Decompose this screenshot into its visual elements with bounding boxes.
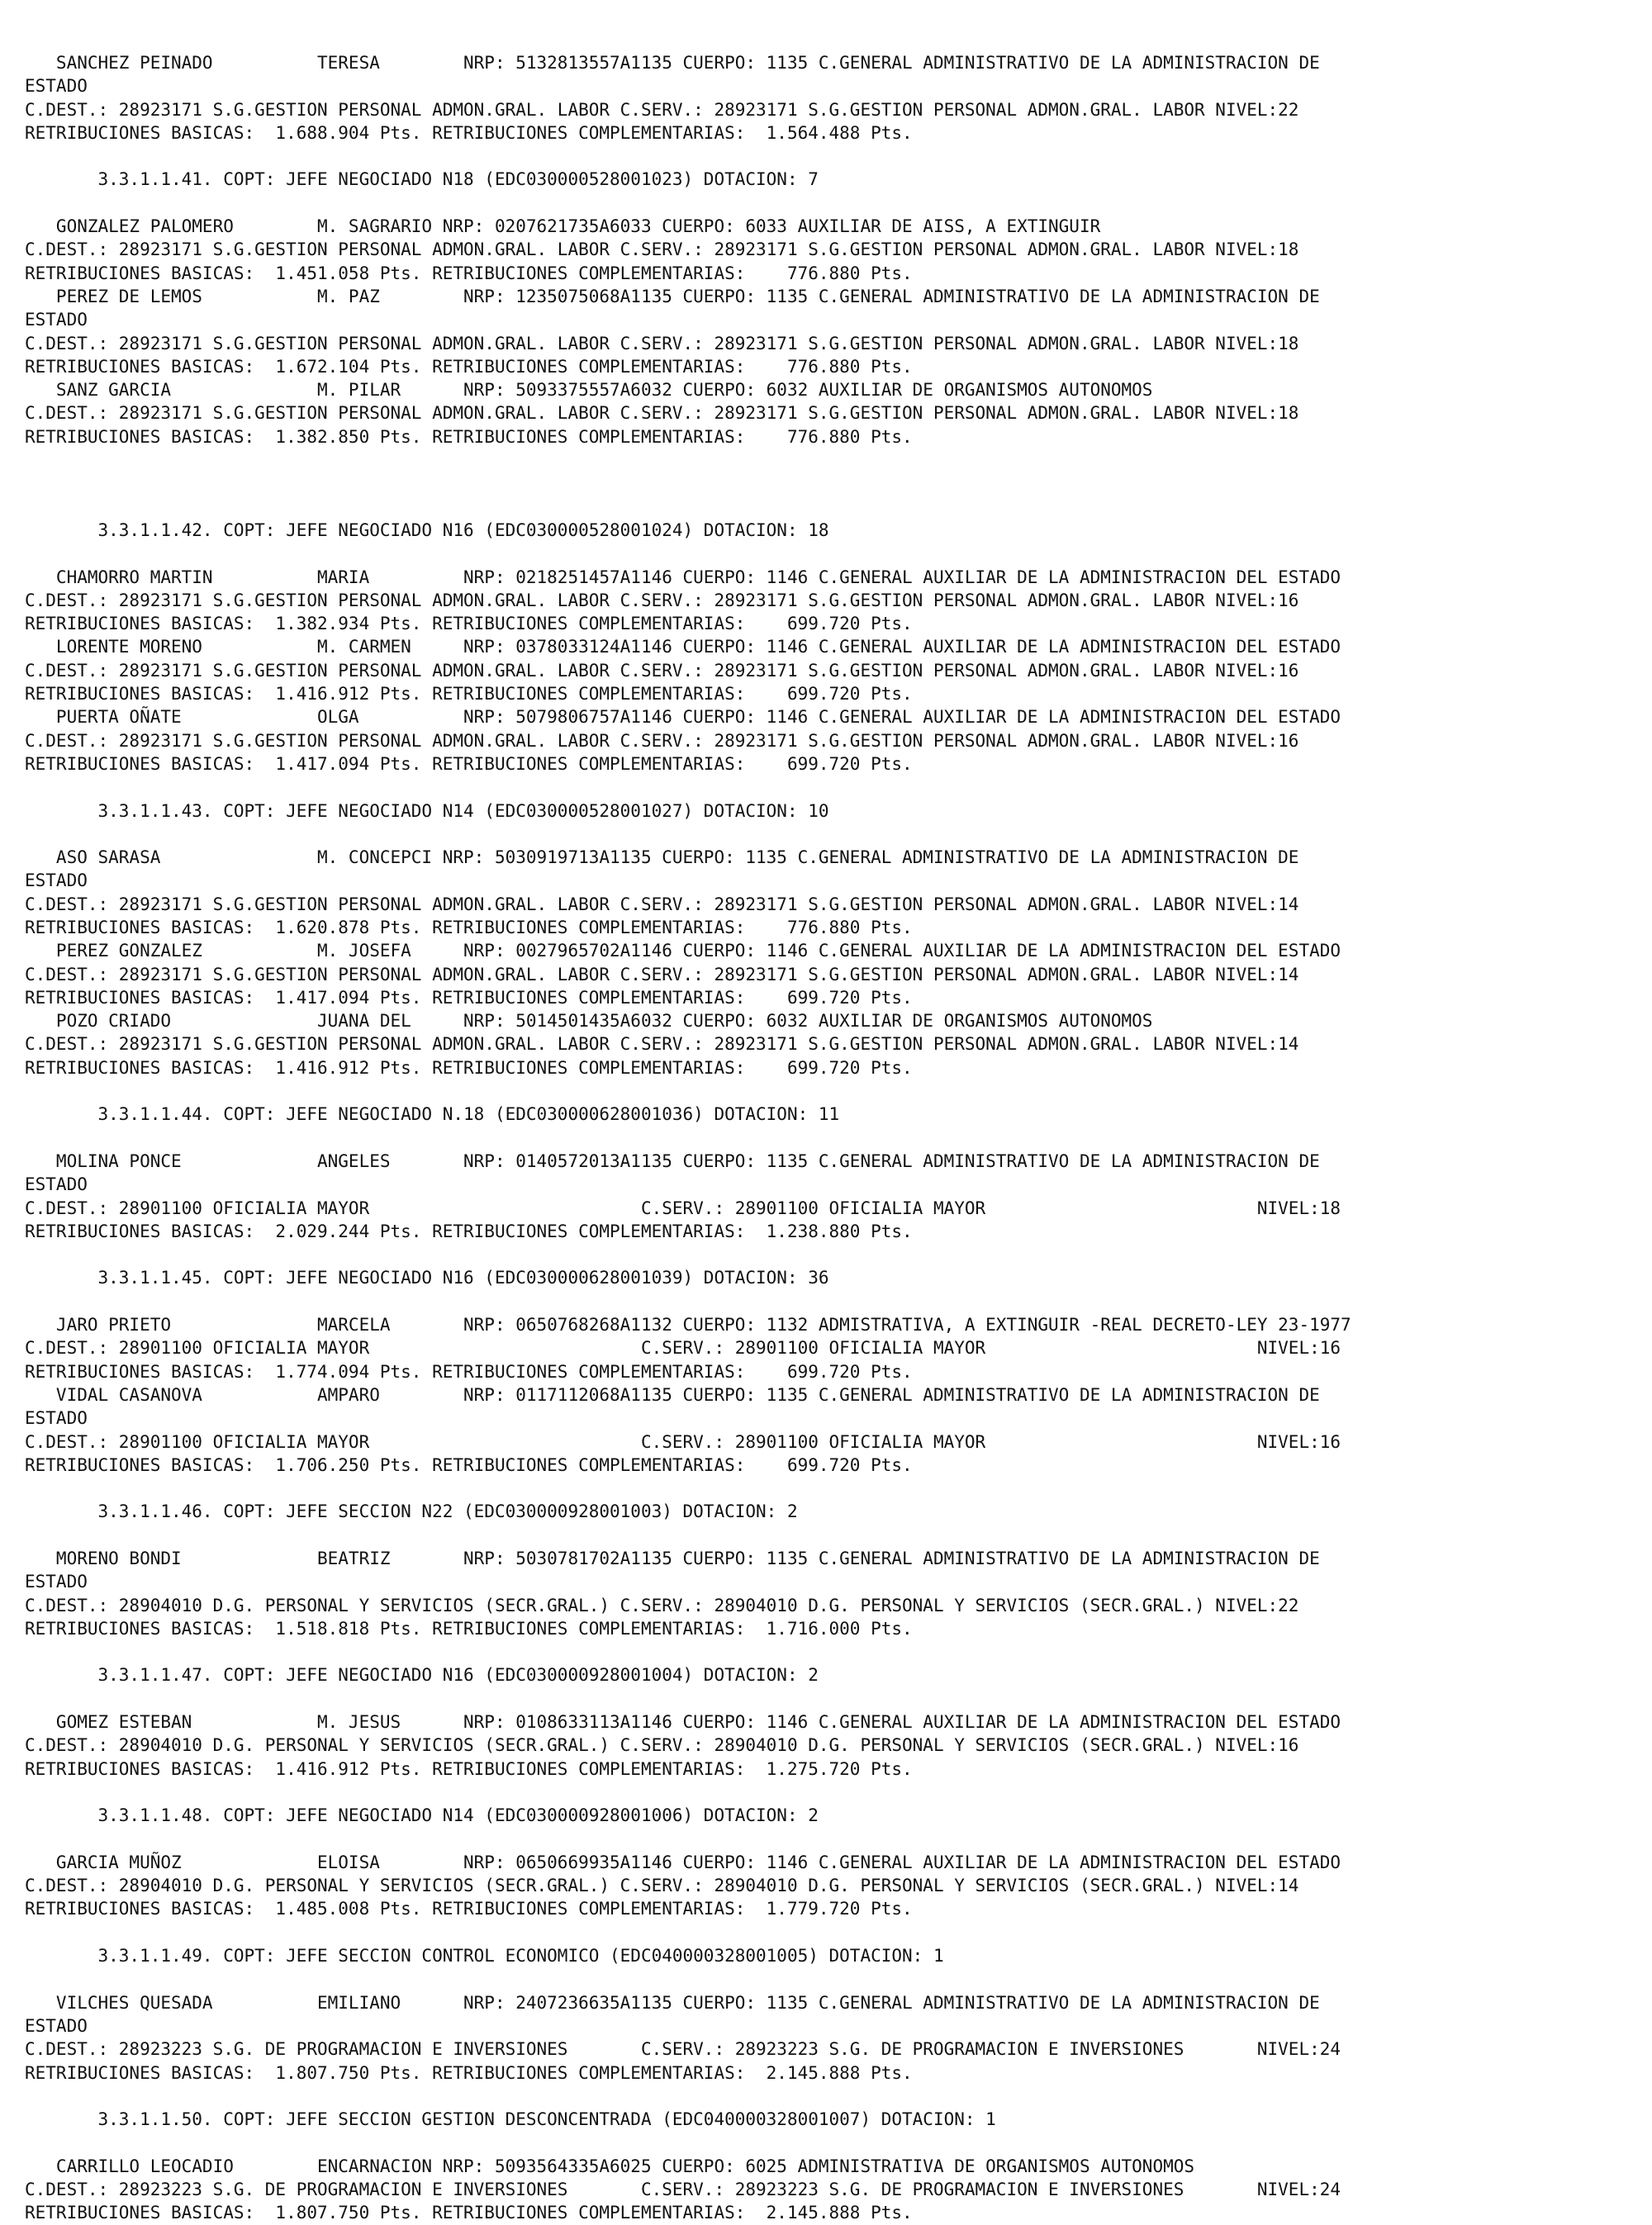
record-line: PEREZ GONZALEZ M. JOSEFA NRP: 0027965702A1146 CUERPO: 1146 C.GENERAL AUXILIAR DE LA ADMINISTRACION DEL ESTADO — [25, 941, 1341, 961]
record-line: RETRIBUCIONES BASICAS: 1.416.912 Pts. RETRIBUCIONES COMPLEMENTARIAS: 699.720 Pts. — [25, 684, 913, 705]
record-line: JARO PRIETO MARCELA NRP: 0650768268A1132 CUERPO: 1132 ADMISTRATIVA, A EXTINGUIR -REAL DECRETO-LEY 23-1977 — [25, 1315, 1351, 1335]
blank-line — [25, 2131, 1644, 2154]
blank-line — [25, 496, 1644, 519]
section-heading: 3.3.1.1.41. COPT: JEFE NEGOCIADO N18 (EDC030000528001023) DOTACION: 7 — [25, 169, 819, 190]
record-line: SANZ GARCIA M. PILAR NRP: 5093375557A6032 CUERPO: 6032 AUXILIAR DE ORGANISMOS AUTONOMOS — [25, 380, 1153, 401]
record-line: C.DEST.: 28923171 S.G.GESTION PERSONAL ADMON.GRAL. LABOR C.SERV.: 28923171 S.G.GESTION PERSONAL ADMON.GRAL. LABOR NIVEL:14 — [25, 964, 1299, 984]
record-line: RETRIBUCIONES BASICAS: 1.416.912 Pts. RETRIBUCIONES COMPLEMENTARIAS: 1.275.720 Pts. — [25, 1758, 913, 1779]
blank-line — [25, 472, 1644, 495]
blank-line — [25, 145, 1644, 168]
record-line: RETRIBUCIONES BASICAS: 1.807.750 Pts. RETRIBUCIONES COMPLEMENTARIAS: 2.145.888 Pts. — [25, 2203, 913, 2223]
blank-line — [25, 1640, 1644, 1663]
section-heading: 3.3.1.1.42. COPT: JEFE NEGOCIADO N16 (EDC030000528001024) DOTACION: 18 — [25, 519, 829, 540]
blank-line — [25, 1524, 1644, 1547]
record-line: RETRIBUCIONES BASICAS: 1.382.850 Pts. RETRIBUCIONES COMPLEMENTARIAS: 776.880 Pts. — [25, 426, 913, 447]
record-line: C.DEST.: 28901100 OFICIALIA MAYOR C.SERV.: 28901100 OFICIALIA MAYOR NIVEL:18 — [25, 1198, 1341, 1218]
record-line: RETRIBUCIONES BASICAS: 1.774.094 Pts. RETRIBUCIONES COMPLEMENTARIAS: 699.720 Pts. — [25, 1361, 913, 1382]
blank-line — [25, 1290, 1644, 1313]
blank-line — [25, 1781, 1644, 1804]
record-line: C.DEST.: 28923171 S.G.GESTION PERSONAL ADMON.GRAL. LABOR C.SERV.: 28923171 S.G.GESTION PERSONAL ADMON.GRAL. LABOR NIVEL:18 — [25, 403, 1299, 424]
record-line: RETRIBUCIONES BASICAS: 1.688.904 Pts. RETRIBUCIONES COMPLEMENTARIAS: 1.564.488 Pts. — [25, 122, 913, 143]
record-line: VILCHES QUESADA EMILIANO NRP: 2407236635A1135 CUERPO: 1135 C.GENERAL ADMINISTRATIVO DE LA ADMINISTRACION DE — [25, 1992, 1320, 2013]
record-line: CARRILLO LEOCADIO ENCARNACION NRP: 5093564335A6025 CUERPO: 6025 ADMINISTRATIVA DE ORGANISMOS AUTONOMOS — [25, 2156, 1195, 2176]
blank-line — [25, 2085, 1644, 2108]
blank-line — [25, 1243, 1644, 1266]
blank-line — [25, 823, 1644, 846]
record-line: GOMEZ ESTEBAN M. JESUS NRP: 0108633113A1146 CUERPO: 1146 C.GENERAL AUXILIAR DE LA ADMINISTRACION DEL ESTADO — [25, 1712, 1341, 1733]
record-line: ESTADO — [25, 2015, 88, 2036]
record-line: C.DEST.: 28923171 S.G.GESTION PERSONAL ADMON.GRAL. LABOR C.SERV.: 28923171 S.G.GESTION PERSONAL ADMON.GRAL. LABOR NIVEL:22 — [25, 99, 1299, 120]
section-heading: 3.3.1.1.49. COPT: JEFE SECCION CONTROL ECONOMICO (EDC040000328001005) DOTACION: 1 — [25, 1946, 944, 1966]
record-line: RETRIBUCIONES BASICAS: 1.807.750 Pts. RETRIBUCIONES COMPLEMENTARIAS: 2.145.888 Pts. — [25, 2062, 913, 2083]
record-line: ESTADO — [25, 871, 88, 891]
record-line: ASO SARASA M. CONCEPCI NRP: 5030919713A1135 CUERPO: 1135 C.GENERAL ADMINISTRATIVO DE LA ADMINISTRACION DE — [25, 847, 1299, 868]
blank-line — [25, 1687, 1644, 1710]
document-body — [25, 51, 1644, 2225]
record-line: ESTADO — [25, 76, 88, 97]
section-heading: 3.3.1.1.45. COPT: JEFE NEGOCIADO N16 (EDC030000628001039) DOTACION: 36 — [25, 1268, 829, 1288]
record-line: LORENTE MORENO M. CARMEN NRP: 0378033124A1146 CUERPO: 1146 C.GENERAL AUXILIAR DE LA ADMINISTRACION DEL ESTADO — [25, 637, 1341, 657]
blank-line — [25, 1967, 1644, 1990]
blank-line — [25, 1477, 1644, 1500]
record-line: RETRIBUCIONES BASICAS: 1.620.878 Pts. RETRIBUCIONES COMPLEMENTARIAS: 776.880 Pts. — [25, 917, 913, 937]
record-line: C.DEST.: 28923171 S.G.GESTION PERSONAL ADMON.GRAL. LABOR C.SERV.: 28923171 S.G.GESTION PERSONAL ADMON.GRAL. LABOR NIVEL:14 — [25, 1034, 1299, 1055]
blank-line — [25, 448, 1644, 472]
record-line: C.DEST.: 28901100 OFICIALIA MAYOR C.SERV.: 28901100 OFICIALIA MAYOR NIVEL:16 — [25, 1338, 1341, 1359]
record-line: VIDAL CASANOVA AMPARO NRP: 0117112068A1135 CUERPO: 1135 C.GENERAL ADMINISTRATIVO DE LA ADMINISTRACION DE — [25, 1384, 1320, 1405]
record-line: RETRIBUCIONES BASICAS: 2.029.244 Pts. RETRIBUCIONES COMPLEMENTARIAS: 1.238.880 Pts. — [25, 1221, 913, 1241]
blank-line — [25, 1127, 1644, 1150]
record-line: GARCIA MUÑOZ ELOISA NRP: 0650669935A1146 CUERPO: 1146 C.GENERAL AUXILIAR DE LA ADMINISTRACION DEL ESTADO — [25, 1852, 1341, 1872]
record-line: RETRIBUCIONES BASICAS: 1.382.934 Pts. RETRIBUCIONES COMPLEMENTARIAS: 699.720 Pts. — [25, 614, 913, 634]
record-line: PUERTA OÑATE OLGA NRP: 5079806757A1146 CUERPO: 1146 C.GENERAL AUXILIAR DE LA ADMINISTRACION DEL ESTADO — [25, 707, 1341, 728]
record-line: ESTADO — [25, 1174, 88, 1195]
record-line: PEREZ DE LEMOS M. PAZ NRP: 1235075068A1135 CUERPO: 1135 C.GENERAL ADMINISTRATIVO DE LA ADMINISTRACION DE — [25, 286, 1320, 306]
record-line: C.DEST.: 28923171 S.G.GESTION PERSONAL ADMON.GRAL. LABOR C.SERV.: 28923171 S.G.GESTION PERSONAL ADMON.GRAL. LABOR NIVEL:18 — [25, 333, 1299, 353]
record-line: RETRIBUCIONES BASICAS: 1.485.008 Pts. RETRIBUCIONES COMPLEMENTARIAS: 1.779.720 Pts. — [25, 1899, 913, 1919]
record-line: C.DEST.: 28923223 S.G. DE PROGRAMACION E INVERSIONES C.SERV.: 28923223 S.G. DE PROGRAMACION E INVERSIONES NIVEL:24 — [25, 2180, 1341, 2200]
section-heading: 3.3.1.1.43. COPT: JEFE NEGOCIADO N14 (EDC030000528001027) DOTACION: 10 — [25, 800, 829, 821]
section-heading: 3.3.1.1.44. COPT: JEFE NEGOCIADO N.18 (EDC030000628001036) DOTACION: 11 — [25, 1104, 840, 1125]
record-line: POZO CRIADO JUANA DEL NRP: 5014501435A6032 CUERPO: 6032 AUXILIAR DE ORGANISMOS AUTONOMOS — [25, 1011, 1153, 1032]
record-line: C.DEST.: 28923171 S.G.GESTION PERSONAL ADMON.GRAL. LABOR C.SERV.: 28923171 S.G.GESTION PERSONAL ADMON.GRAL. LABOR NIVEL:16 — [25, 590, 1299, 610]
blank-line — [25, 542, 1644, 565]
record-line: C.DEST.: 28904010 D.G. PERSONAL Y SERVICIOS (SECR.GRAL.) C.SERV.: 28904010 D.G. PERSONAL Y SERVICIOS (SECR.GRAL.) NIVEL:22 — [25, 1595, 1299, 1615]
record-line: RETRIBUCIONES BASICAS: 1.672.104 Pts. RETRIBUCIONES COMPLEMENTARIAS: 776.880 Pts. — [25, 356, 913, 377]
section-heading: 3.3.1.1.47. COPT: JEFE NEGOCIADO N16 (EDC030000928001004) DOTACION: 2 — [25, 1665, 819, 1686]
record-line: C.DEST.: 28923171 S.G.GESTION PERSONAL ADMON.GRAL. LABOR C.SERV.: 28923171 S.G.GESTION PERSONAL ADMON.GRAL. LABOR NIVEL:18 — [25, 240, 1299, 260]
record-line: SANCHEZ PEINADO TERESA NRP: 5132813557A1135 CUERPO: 1135 C.GENERAL ADMINISTRATIVO DE LA ADMINISTRACION DE — [25, 53, 1320, 73]
record-line: ESTADO — [25, 310, 88, 330]
record-line: C.DEST.: 28923223 S.G. DE PROGRAMACION E INVERSIONES C.SERV.: 28923223 S.G. DE PROGRAMACION E INVERSIONES NIVEL:24 — [25, 2039, 1341, 2060]
record-line: RETRIBUCIONES BASICAS: 1.417.094 Pts. RETRIBUCIONES COMPLEMENTARIAS: 699.720 Pts. — [25, 987, 913, 1008]
record-line: GONZALEZ PALOMERO M. SAGRARIO NRP: 0207621735A6033 CUERPO: 6033 AUXILIAR DE AISS, A EXTINGUIR — [25, 216, 1101, 237]
record-line: C.DEST.: 28904010 D.G. PERSONAL Y SERVICIOS (SECR.GRAL.) C.SERV.: 28904010 D.G. PERSONAL Y SERVICIOS (SECR.GRAL.) NIVEL:16 — [25, 1735, 1299, 1756]
blank-line — [25, 776, 1644, 799]
record-line: C.DEST.: 28923171 S.G.GESTION PERSONAL ADMON.GRAL. LABOR C.SERV.: 28923171 S.G.GESTION PERSONAL ADMON.GRAL. LABOR NIVEL:14 — [25, 894, 1299, 914]
record-line: C.DEST.: 28904010 D.G. PERSONAL Y SERVICIOS (SECR.GRAL.) C.SERV.: 28904010 D.G. PERSONAL Y SERVICIOS (SECR.GRAL.) NIVEL:14 — [25, 1876, 1299, 1896]
blank-line — [25, 1921, 1644, 1944]
record-line: RETRIBUCIONES BASICAS: 1.518.818 Pts. RETRIBUCIONES COMPLEMENTARIAS: 1.716.000 Pts. — [25, 1618, 913, 1639]
section-heading: 3.3.1.1.50. COPT: JEFE SECCION GESTION DESCONCENTRADA (EDC040000328001007) DOTACION: 1 — [25, 2109, 996, 2130]
record-line: RETRIBUCIONES BASICAS: 1.416.912 Pts. RETRIBUCIONES COMPLEMENTARIAS: 699.720 Pts. — [25, 1057, 913, 1078]
section-heading: 3.3.1.1.46. COPT: JEFE SECCION N22 (EDC030000928001003) DOTACION: 2 — [25, 1502, 798, 1522]
record-line: CHAMORRO MARTIN MARIA NRP: 0218251457A1146 CUERPO: 1146 C.GENERAL AUXILIAR DE LA ADMINISTRACION DEL ESTADO — [25, 567, 1341, 587]
record-line: ESTADO — [25, 1572, 88, 1592]
record-line: RETRIBUCIONES BASICAS: 1.451.058 Pts. RETRIBUCIONES COMPLEMENTARIAS: 776.880 Pts. — [25, 263, 913, 283]
record-line: C.DEST.: 28901100 OFICIALIA MAYOR C.SERV.: 28901100 OFICIALIA MAYOR NIVEL:16 — [25, 1431, 1341, 1452]
record-line: RETRIBUCIONES BASICAS: 1.417.094 Pts. RETRIBUCIONES COMPLEMENTARIAS: 699.720 Pts. — [25, 753, 913, 774]
blank-line — [25, 192, 1644, 215]
record-line: MORENO BONDI BEATRIZ NRP: 5030781702A1135 CUERPO: 1135 C.GENERAL ADMINISTRATIVO DE LA ADMINISTRACION DE — [25, 1549, 1320, 1568]
section-heading: 3.3.1.1.48. COPT: JEFE NEGOCIADO N14 (EDC030000928001006) DOTACION: 2 — [25, 1805, 819, 1826]
record-line: ESTADO — [25, 1408, 88, 1429]
record-line: C.DEST.: 28923171 S.G.GESTION PERSONAL ADMON.GRAL. LABOR C.SERV.: 28923171 S.G.GESTION PERSONAL ADMON.GRAL. LABOR NIVEL:16 — [25, 730, 1299, 751]
record-line: C.DEST.: 28923171 S.G.GESTION PERSONAL ADMON.GRAL. LABOR C.SERV.: 28923171 S.G.GESTION PERSONAL ADMON.GRAL. LABOR NIVEL:16 — [25, 660, 1299, 681]
blank-line — [25, 1079, 1644, 1103]
record-line: RETRIBUCIONES BASICAS: 1.706.250 Pts. RETRIBUCIONES COMPLEMENTARIAS: 699.720 Pts. — [25, 1454, 913, 1475]
blank-line — [25, 1828, 1644, 1851]
record-line: MOLINA PONCE ANGELES NRP: 0140572013A1135 CUERPO: 1135 C.GENERAL ADMINISTRATIVO DE LA ADMINISTRACION DE — [25, 1150, 1320, 1171]
